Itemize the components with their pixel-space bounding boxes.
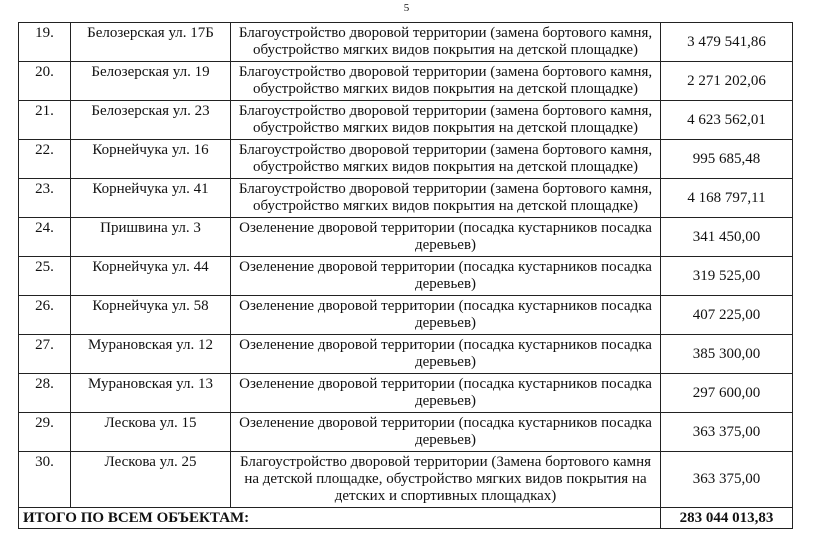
row-work-description: Благоустройство дворовой территории (замена бортового камня, обустройство мягких видов покрытия на детской площадке): [231, 62, 661, 101]
row-number: 29.: [19, 413, 71, 452]
row-amount: 995 685,48: [661, 140, 793, 179]
table-row: [19, 335, 793, 374]
row-number: 25.: [19, 257, 71, 296]
row-address: Мурановская ул. 12: [71, 335, 231, 374]
row-amount: 4 168 797,11: [661, 179, 793, 218]
row-amount: 385 300,00: [661, 335, 793, 374]
page-number: 5: [403, 2, 410, 14]
total-value: 283 044 013,83: [661, 508, 793, 529]
row-address: Корнейчука ул. 41: [71, 179, 231, 218]
row-amount: 2 271 202,06: [661, 62, 793, 101]
row-address: Мурановская ул. 13: [71, 374, 231, 413]
row-address: Лескова ул. 25: [71, 452, 231, 508]
table-row: [19, 23, 793, 62]
row-work-description: Озеленение дворовой территории (посадка кустарников посадка деревьев): [231, 296, 661, 335]
row-number: 23.: [19, 179, 71, 218]
row-number: 19.: [19, 23, 71, 62]
table-row: [19, 101, 793, 140]
row-work-description: Благоустройство дворовой территории (замена бортового камня, обустройство мягких видов покрытия на детской площадке): [231, 101, 661, 140]
row-number: 24.: [19, 218, 71, 257]
table-row: [19, 452, 793, 508]
row-address: Пришвина ул. 3: [71, 218, 231, 257]
row-amount: 297 600,00: [661, 374, 793, 413]
total-row: [19, 508, 793, 529]
row-number: 21.: [19, 101, 71, 140]
table-row: [19, 413, 793, 452]
row-number: 22.: [19, 140, 71, 179]
row-work-description: Озеленение дворовой территории (посадка кустарников посадка деревьев): [231, 257, 661, 296]
row-amount: 407 225,00: [661, 296, 793, 335]
row-work-description: Озеленение дворовой территории (посадка кустарников посадка деревьев): [231, 413, 661, 452]
table-row: [19, 296, 793, 335]
row-address: Лескова ул. 15: [71, 413, 231, 452]
table-body: [19, 23, 793, 529]
table-row: [19, 257, 793, 296]
total-label: ИТОГО ПО ВСЕМ ОБЪЕКТАМ:: [19, 508, 661, 529]
row-number: 28.: [19, 374, 71, 413]
row-amount: 363 375,00: [661, 413, 793, 452]
row-number: 30.: [19, 452, 71, 508]
row-number: 27.: [19, 335, 71, 374]
row-work-description: Благоустройство дворовой территории (замена бортового камня, обустройство мягких видов покрытия на детской площадке): [231, 179, 661, 218]
row-work-description: Озеленение дворовой территории (посадка кустарников посадка деревьев): [231, 335, 661, 374]
row-address: Корнейчука ул. 16: [71, 140, 231, 179]
row-amount: 3 479 541,86: [661, 23, 793, 62]
table-row: [19, 140, 793, 179]
table-row: [19, 179, 793, 218]
table-row: [19, 62, 793, 101]
row-work-description: Озеленение дворовой территории (посадка кустарников посадка деревьев): [231, 374, 661, 413]
table-row: [19, 374, 793, 413]
row-number: 26.: [19, 296, 71, 335]
row-address: Корнейчука ул. 44: [71, 257, 231, 296]
row-amount: 319 525,00: [661, 257, 793, 296]
row-amount: 341 450,00: [661, 218, 793, 257]
table-row: [19, 218, 793, 257]
row-amount: 363 375,00: [661, 452, 793, 508]
row-number: 20.: [19, 62, 71, 101]
row-work-description: Благоустройство дворовой территории (замена бортового камня, обустройство мягких видов покрытия на детской площадке): [231, 140, 661, 179]
row-address: Корнейчука ул. 58: [71, 296, 231, 335]
row-address: Белозерская ул. 23: [71, 101, 231, 140]
objects-table: [18, 22, 793, 529]
row-address: Белозерская ул. 17Б: [71, 23, 231, 62]
row-amount: 4 623 562,01: [661, 101, 793, 140]
row-work-description: Благоустройство дворовой территории (замена бортового камня, обустройство мягких видов покрытия на детской площадке): [231, 23, 661, 62]
row-work-description: Благоустройство дворовой территории (Замена бортового камня на детской площадке, обустройство мягких видов покрытия на детских и спортивных площадках): [231, 452, 661, 508]
row-work-description: Озеленение дворовой территории (посадка кустарников посадка деревьев): [231, 218, 661, 257]
row-address: Белозерская ул. 19: [71, 62, 231, 101]
